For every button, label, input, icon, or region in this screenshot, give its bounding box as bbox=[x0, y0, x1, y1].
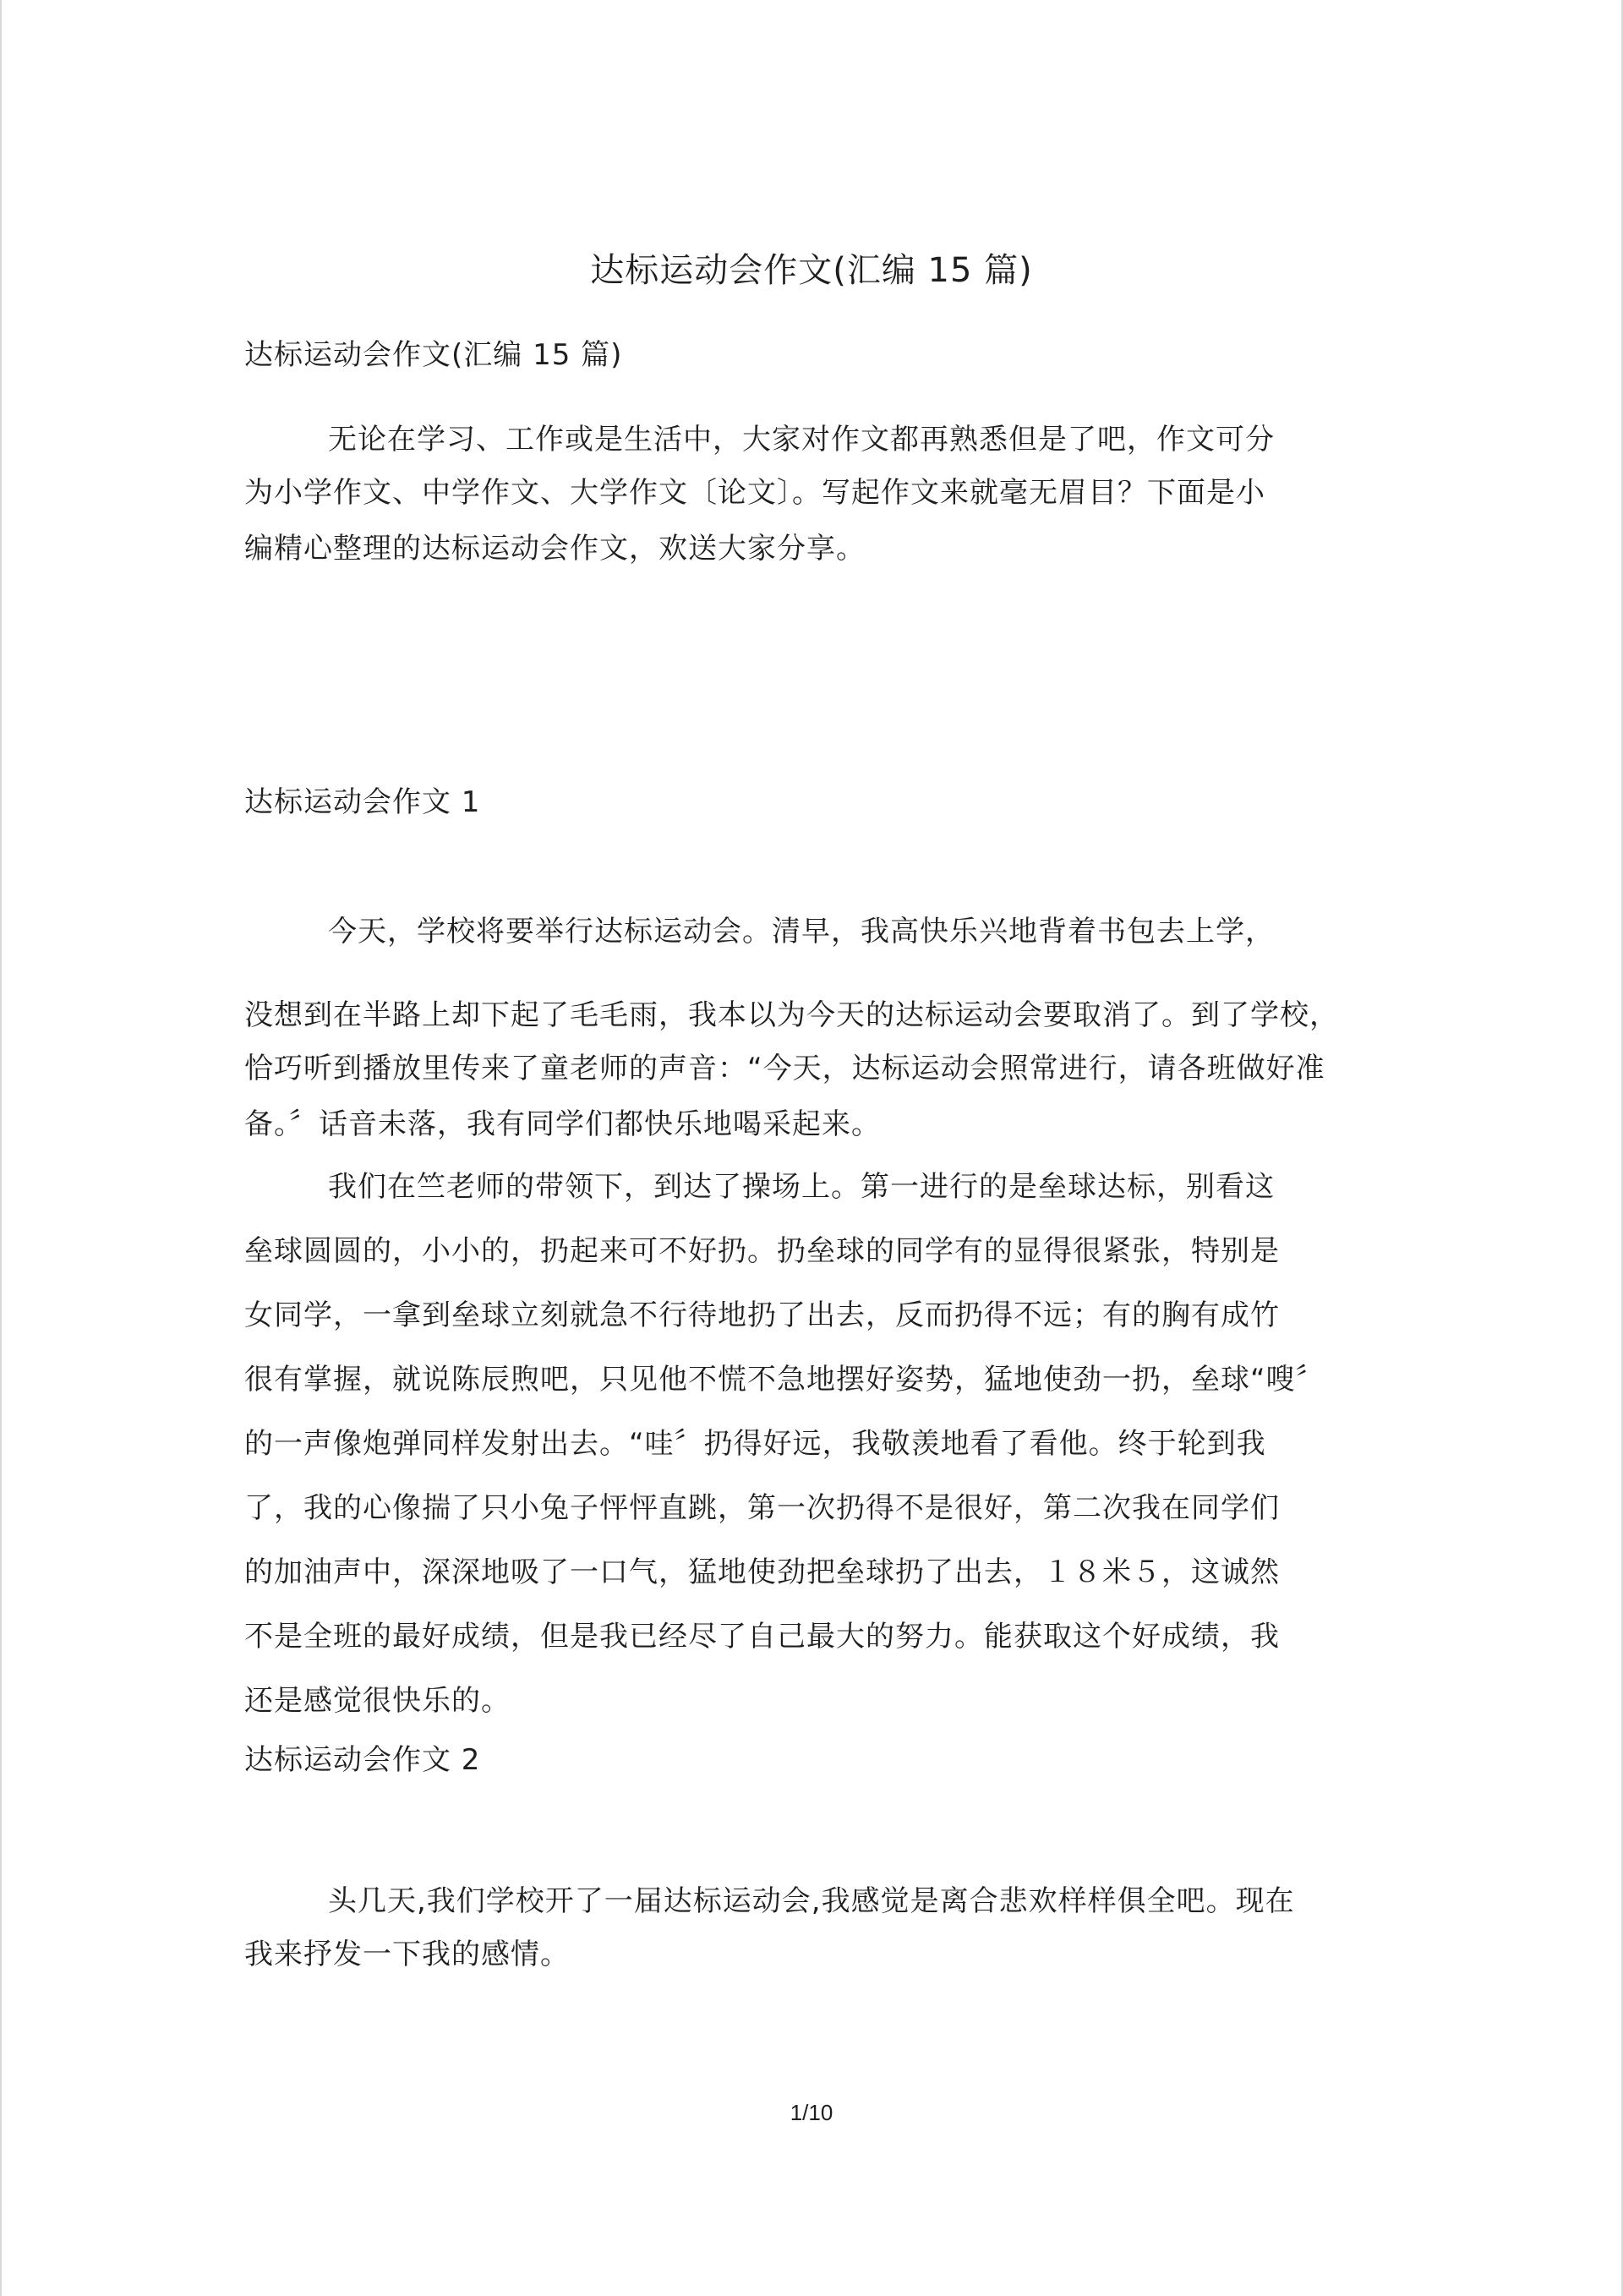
intro-line-3: 编精心整理的达标运动会作文，欢送大家分享。 bbox=[244, 532, 866, 566]
essay-1-line-2: 没想到在半路上却下起了毛毛雨，我本以为今天的达标运动会要取消了。到了学校， bbox=[244, 998, 1339, 1032]
essay-1-line-9: 的一声像炮弹同样发射出去。“哇〞扔得好远，我敬羡地看了看他。终于轮到我 bbox=[244, 1427, 1266, 1461]
intro-line-1: 无论在学习、工作或是生活中，大家对作文都再熟悉但是了吧，作文可分 bbox=[328, 423, 1275, 456]
essay-1-line-12: 不是全班的最好成绩，但是我已经尽了自己最大的努力。能获取这个好成绩，我 bbox=[244, 1620, 1280, 1654]
page-number: 1/10 bbox=[790, 2100, 833, 2125]
page-border-left bbox=[0, 0, 2, 2296]
essay-1-line-7: 女同学，一拿到垒球立刻就急不行待地扔了出去，反而扔得不远；有的胸有成竹 bbox=[244, 1298, 1280, 1332]
essay-1-line-5: 我们在竺老师的带领下，到达了操场上。第一进行的是垒球达标，别看这 bbox=[328, 1170, 1275, 1204]
essay-2-line-2: 我来抒发一下我的感情。 bbox=[244, 1938, 570, 1971]
essay-1-line-3: 恰巧听到播放里传来了童老师的声音：“今天，达标运动会照常进行，请各班做好准 bbox=[244, 1052, 1325, 1085]
essay-1-line-8: 很有掌握，就说陈辰煦吧，只见他不慌不急地摆好姿势，猛地使劲一扔，垒球“嗖〞 bbox=[244, 1363, 1325, 1397]
essay-1-line-11: 的加油声中，深深地吸了一口气，猛地使劲把垒球扔了出去，１８米５，这诚然 bbox=[244, 1555, 1280, 1589]
document-subtitle: 达标运动会作文(汇编 15 篇) bbox=[244, 338, 623, 372]
essay-2-line-1: 头几天,我们学校开了一届达标运动会,我感觉是离合悲欢样样俱全吧。现在 bbox=[328, 1884, 1295, 1918]
essay-1-line-4: 备。〞话音未落，我有同学们都快乐地喝采起来。 bbox=[244, 1107, 881, 1141]
essay-1-line-10: 了，我的心像揣了只小兔子怦怦直跳，第一次扔得不是很好，第二次我在同学们 bbox=[244, 1491, 1280, 1525]
essay-1-heading: 达标运动会作文 1 bbox=[244, 785, 481, 819]
document-title: 达标运动会作文(汇编 15 篇) bbox=[590, 251, 1033, 290]
essay-1-line-6: 垒球圆圆的，小小的，扔起来可不好扔。扔垒球的同学有的显得很紧张，特别是 bbox=[244, 1234, 1280, 1268]
intro-line-2: 为小学作文、中学作文、大学作文〔论文〕。写起作文来就毫无眉目？下面是小 bbox=[244, 476, 1265, 510]
essay-2-heading: 达标运动会作文 2 bbox=[244, 1743, 481, 1777]
essay-1-line-13: 还是感觉很快乐的。 bbox=[244, 1684, 511, 1718]
essay-1-line-1: 今天，学校将要举行达标运动会。清早，我高快乐兴地背着书包去上学， bbox=[328, 915, 1275, 948]
